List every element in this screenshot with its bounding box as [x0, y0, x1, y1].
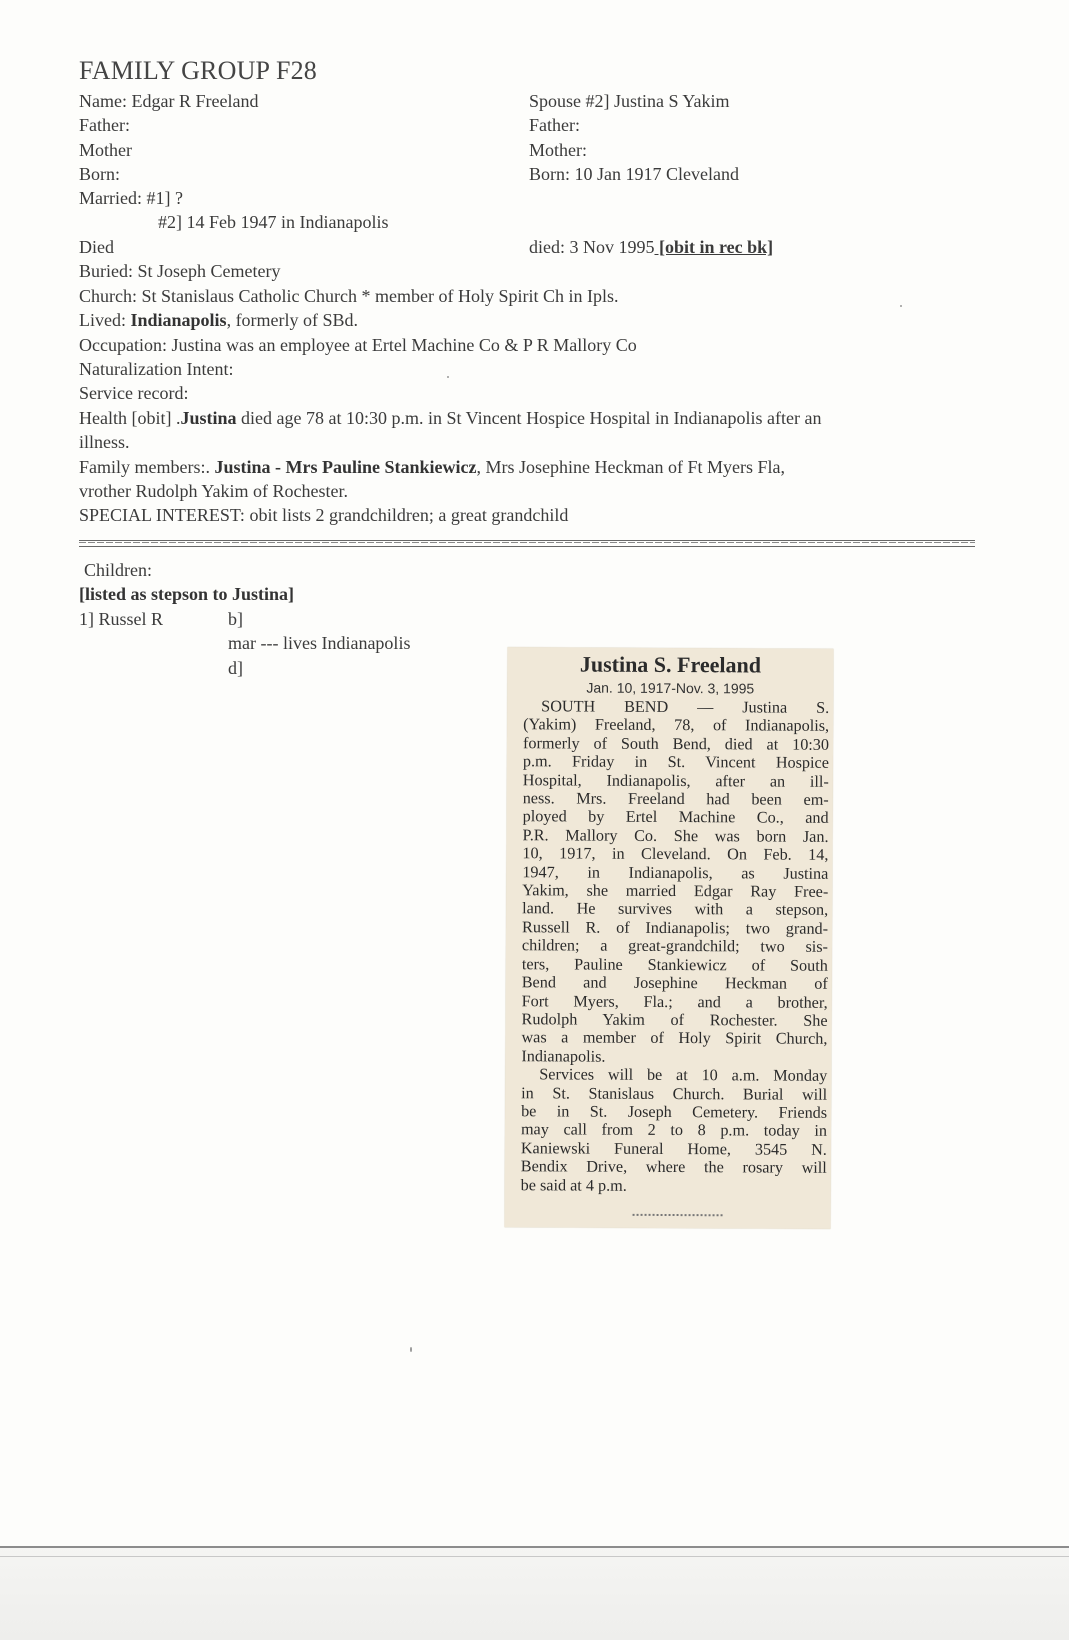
- family-members-field: [79, 455, 785, 479]
- married-1-field: Married: #1] ?: [79, 188, 183, 208]
- clipping-line: in St. Stanislaus Church. Burial will: [521, 1083, 828, 1104]
- obit-note: [obit in rec bk]: [654, 237, 774, 257]
- child-1-died: d]: [228, 658, 243, 678]
- lived-city: Indianapolis: [130, 310, 227, 330]
- clipping-line: land. He survives with a stepson,: [522, 899, 829, 920]
- mother-field: Mother: [79, 140, 132, 160]
- clipping-line: Hospital, Indianapolis, after an ill-: [522, 770, 829, 791]
- clipping-line: ployed by Ertel Machine Co., and: [522, 807, 829, 828]
- speck: [900, 305, 902, 307]
- clipping-line: Rudolph Yakim of Rochester. She: [521, 1010, 828, 1030]
- buried-field: Buried: St Joseph Cemetery: [79, 261, 281, 281]
- clipping-line: Indianapolis.: [521, 1046, 606, 1066]
- stepson-note: [listed as stepson to Justina]: [79, 584, 295, 604]
- clipping-line: Bend and Josephine Heckman of: [521, 973, 828, 993]
- children-heading: Children:: [84, 560, 152, 580]
- clipping-body: [521, 697, 830, 1196]
- clipping-line: Bendix Drive, where the rosary will: [520, 1157, 827, 1177]
- clipping-line: may call from 2 to 8 p.m. today in: [520, 1120, 828, 1141]
- spouse-died-text: died: 3 Nov 1995: [529, 237, 655, 257]
- health-field: [79, 406, 821, 430]
- clipping-line: (Yakim) Freeland, 78, of Indianapolis,: [523, 715, 830, 736]
- family-members-line2: vrother Rudolph Yakim of Rochester.: [79, 481, 348, 501]
- health-field-line2: illness.: [79, 432, 130, 452]
- clipping-line: SOUTH BEND — Justina S.: [541, 697, 830, 717]
- clipping-title: Justina S. Freeland: [579, 651, 762, 678]
- clipping-line: children; a great-grandchild; two sis-: [521, 936, 829, 957]
- page-title: FAMILY GROUP F28: [79, 56, 317, 85]
- born-field: Born:: [79, 164, 121, 184]
- clipping-line: be said at 4 p.m.: [520, 1175, 627, 1195]
- spouse-father-field: Father:: [529, 115, 580, 135]
- speck: [410, 1347, 412, 1352]
- child-1-name: 1] Russel R: [79, 609, 164, 629]
- double-rule-divider: [79, 540, 975, 547]
- clipping-line: Fort Myers, Fla.; and a brother,: [521, 991, 828, 1012]
- clipping-line: Services will be at 10 a.m. Monday: [539, 1065, 828, 1085]
- health-rest: died age 78 at 10:30 p.m. in St Vincent Hospice Hospital in Indianapolis after an: [236, 408, 822, 428]
- name-field: Name: Edgar R Freeland: [79, 91, 259, 111]
- service-record-field: Service record:: [79, 383, 189, 403]
- scan-bottom-edge: [0, 1546, 1069, 1548]
- spouse-born-field: Born: 10 Jan 1917 Cleveland: [529, 164, 739, 184]
- clipping-line: was a member of Holy Spirit Church,: [521, 1028, 828, 1049]
- married-2-field: #2] 14 Feb 1947 in Indianapolis: [158, 212, 389, 232]
- spouse-mother-field: Mother:: [529, 140, 587, 160]
- church-field: Church: St Stanislaus Catholic Church * member of Holy Spirit Ch in Ipls.: [79, 286, 619, 306]
- family-bold: Justina - Mrs Pauline Stankiewicz: [214, 457, 477, 477]
- lived-rest: , formerly of SBd.: [226, 310, 359, 330]
- clipping-line: Kaniewski Funeral Home, 3545 N.: [520, 1138, 827, 1159]
- occupation-field: Occupation: Justina was an employee at Ertel Machine Co & P R Mallory Co: [79, 335, 637, 355]
- clipping-line: 1947, in Indianapolis, as Justina: [522, 862, 829, 883]
- family-label: Family members:.: [79, 457, 215, 477]
- lived-field: [79, 308, 358, 332]
- clipping-line: 10, 1917, in Cleveland. On Feb. 14,: [522, 844, 829, 865]
- spouse-died-field: [529, 235, 773, 259]
- obituary-clipping: [504, 647, 833, 1229]
- clipping-line: be in St. Joseph Cemetery. Friends: [521, 1102, 828, 1122]
- special-interest-field: SPECIAL INTEREST: obit lists 2 grandchildren; a great grandchild: [79, 505, 569, 525]
- clipping-line: p.m. Friday in St. Vincent Hospice: [522, 752, 829, 773]
- child-1-born: b]: [228, 609, 243, 629]
- child-1-married: mar --- lives Indianapolis: [228, 633, 411, 653]
- spouse-field: Spouse #2] Justina S Yakim: [529, 91, 730, 111]
- clipping-dates: Jan. 10, 1917-Nov. 3, 1995: [586, 679, 755, 697]
- clipping-line: ters, Pauline Stankiewicz of South: [521, 954, 828, 975]
- clipping-line: P.R. Mallory Co. She was born Jan.: [522, 826, 829, 846]
- speck: [447, 376, 449, 378]
- health-label: Health [obit] .: [79, 408, 181, 428]
- family-rest: , Mrs Josephine Heckman of Ft Myers Fla,: [476, 457, 785, 477]
- scan-bottom-edge-secondary: [0, 1556, 1069, 1557]
- clipping-line: Russell R. of Indianapolis; two grand-: [522, 918, 829, 938]
- scan-bottom-band: [0, 1546, 1069, 1640]
- clipping-line: Yakim, she married Edgar Ray Free-: [522, 881, 829, 901]
- clipping-line: formerly of South Bend, died at 10:30: [522, 734, 830, 754]
- died-field: Died: [79, 237, 114, 257]
- clipping-torn-text: [633, 1214, 723, 1218]
- lived-label: Lived:: [79, 310, 131, 330]
- clipping-line: ness. Mrs. Freeland had been em-: [522, 789, 829, 809]
- father-field: Father:: [79, 115, 130, 135]
- health-name: Justina: [180, 408, 237, 428]
- naturalization-field: Naturalization Intent:: [79, 359, 234, 379]
